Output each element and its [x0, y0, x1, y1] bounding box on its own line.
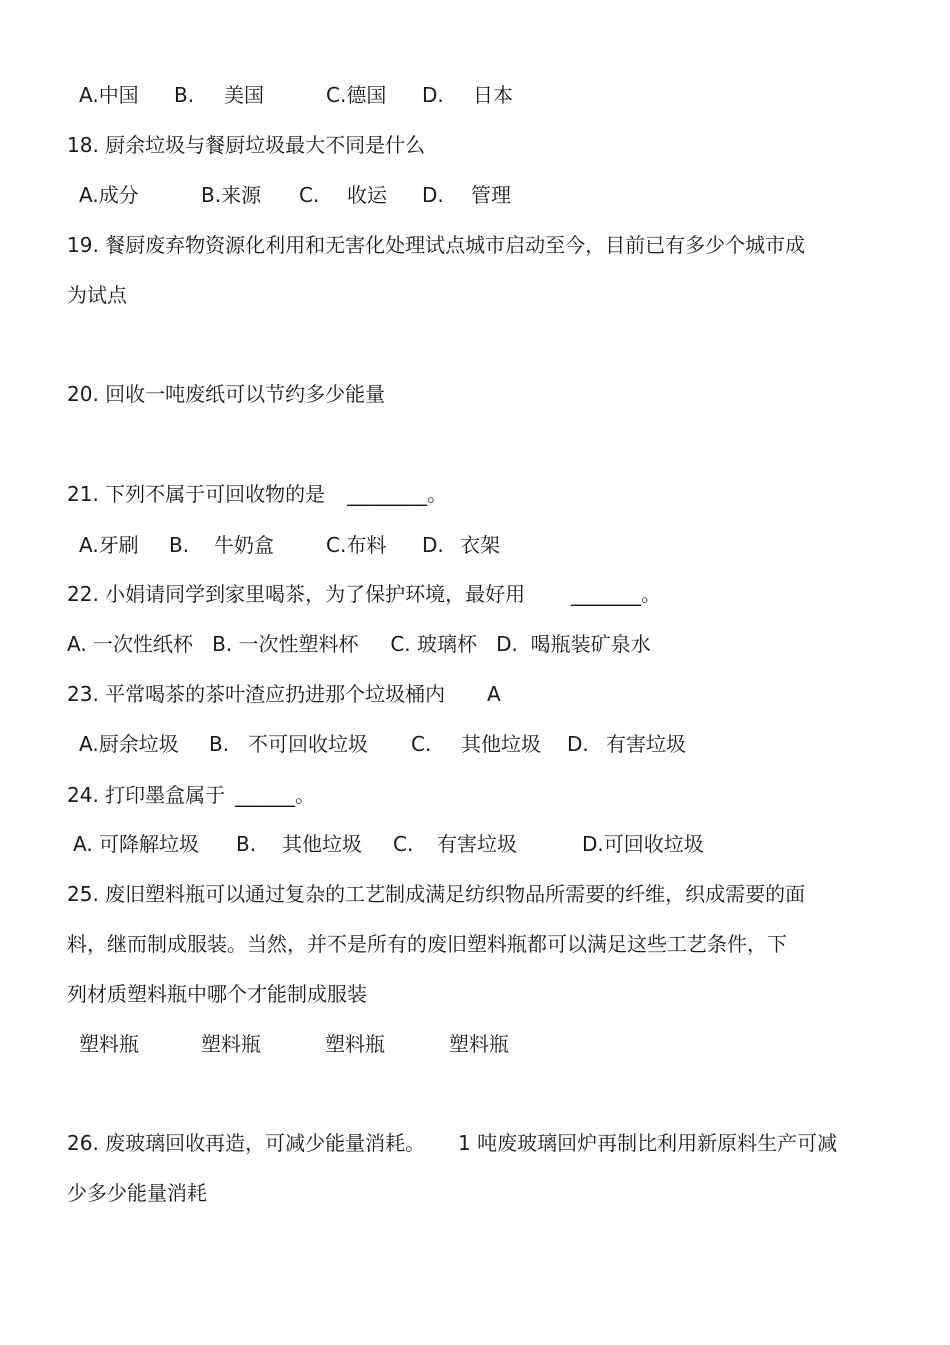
q24-option-b-letter: B. — [236, 832, 257, 856]
q23-option-d-text: 有害垃圾 — [606, 732, 686, 756]
q21-option-d-letter: D. — [422, 533, 444, 557]
q25-stem-line3: 列材质塑料瓶中哪个才能制成服装 — [67, 982, 367, 1006]
q19-stem-line2: 为试点 — [67, 283, 127, 307]
q18-option-b: B.来源 — [201, 183, 262, 207]
q25-option-3: 塑料瓶 — [325, 1032, 385, 1056]
q21-stem: 21. 下列不属于可回收物的是 — [67, 482, 326, 506]
q24-option-b-text: 其他垃圾 — [282, 832, 362, 856]
q24-blank: ______。 — [235, 783, 315, 807]
q18-stem: 18. 厨余垃圾与餐厨垃圾最大不同是什么 — [67, 133, 426, 157]
q23-option-c-text: 其他垃圾 — [461, 732, 541, 756]
q21-option-b-text: 牛奶盒 — [214, 533, 274, 557]
q21-option-a: A.牙刷 — [79, 533, 139, 557]
q17-option-b-text: 美国 — [224, 83, 264, 107]
q23-answer: A — [487, 682, 501, 706]
q24-option-a: A. 可降解垃圾 — [73, 832, 200, 856]
q23-option-b-letter: B. — [209, 732, 230, 756]
q21-option-c: C.布料 — [326, 533, 387, 557]
q22-options: A. 一次性纸杯 B. 一次性塑料杯 C. 玻璃杯 D. 喝瓶装矿泉水 — [67, 632, 651, 656]
q26-stem-line1-continued: 1 吨废玻璃回炉再制比利用新原料生产可减 — [458, 1131, 838, 1155]
q17-option-b-letter: B. — [174, 83, 195, 107]
q24-stem: 24. 打印墨盒属于 — [67, 783, 226, 807]
q23-option-a: A.厨余垃圾 — [79, 732, 179, 756]
q23-option-d-letter: D. — [567, 732, 589, 756]
q20-stem: 20. 回收一吨废纸可以节约多少能量 — [67, 382, 386, 406]
q21-blank: ________。 — [347, 482, 447, 506]
q23-stem: 23. 平常喝茶的茶叶渣应扔进那个垃圾桶内 — [67, 682, 446, 706]
q21-option-b-letter: B. — [169, 533, 190, 557]
q18-option-c-letter: C. — [299, 183, 320, 207]
q17-option-c: C.德国 — [326, 83, 387, 107]
q26-stem-line1: 26. 废玻璃回收再造，可减少能量消耗。 — [67, 1131, 426, 1155]
q25-option-2: 塑料瓶 — [201, 1032, 261, 1056]
q26-stem-line2: 少多少能量消耗 — [67, 1181, 207, 1205]
q24-option-c-letter: C. — [393, 832, 414, 856]
q22-blank: _______。 — [571, 582, 661, 606]
q23-option-b-text: 不可回收垃圾 — [248, 732, 368, 756]
q23-option-c-letter: C. — [411, 732, 432, 756]
q17-option-d-letter: D. — [422, 83, 444, 107]
q25-option-4: 塑料瓶 — [449, 1032, 509, 1056]
q25-stem-line1: 25. 废旧塑料瓶可以通过复杂的工艺制成满足纺织物品所需要的纤维，织成需要的面 — [67, 882, 806, 906]
q17-option-a: A.中国 — [79, 83, 139, 107]
q21-option-d-text: 衣架 — [460, 533, 500, 557]
q19-stem-line1: 19. 餐厨废弃物资源化利用和无害化处理试点城市启动至今，目前已有多少个城市成 — [67, 233, 806, 257]
q18-option-a: A.成分 — [79, 183, 139, 207]
q22-stem: 22. 小娟请同学到家里喝茶，为了保护环境，最好用 — [67, 582, 526, 606]
q18-option-d-text: 管理 — [471, 183, 511, 207]
q25-stem-line2: 料，继而制成服装。当然，并不是所有的废旧塑料瓶都可以满足这些工艺条件，下 — [67, 932, 787, 956]
q24-option-c-text: 有害垃圾 — [437, 832, 517, 856]
q25-option-1: 塑料瓶 — [79, 1032, 139, 1056]
q17-option-d-text: 日本 — [473, 83, 513, 107]
q18-option-c-text: 收运 — [347, 183, 387, 207]
q18-option-d-letter: D. — [422, 183, 444, 207]
q24-option-d: D.可回收垃圾 — [582, 832, 704, 856]
